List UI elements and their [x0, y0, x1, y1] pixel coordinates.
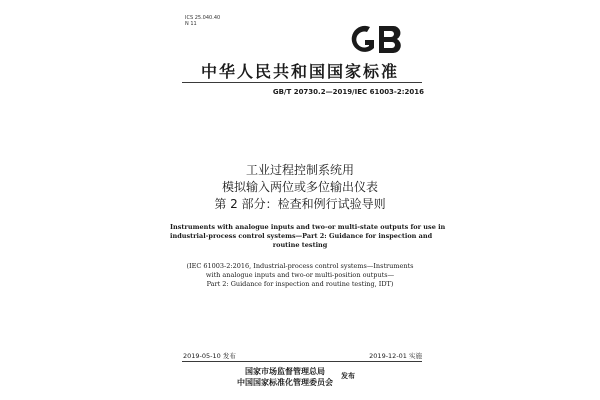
issuer-sac: 中国国家标准化管理委员会 — [237, 377, 333, 387]
standard-number: GB/T 20730.2—2019/IEC 61003-2:2016 — [272, 88, 424, 96]
gb-logo-b-letter — [379, 26, 401, 53]
iec-note-line-1: (IEC 61003-2:2016, Industrial-process control systems—Instruments — [186, 262, 414, 270]
national-standard-title: 中华人民共和国国家标准 — [200, 62, 399, 81]
classification-codes — [185, 15, 220, 27]
gb-logo-g-letter — [352, 26, 374, 52]
chinese-title-line-1: 工业过程控制系统用 — [245, 163, 354, 177]
issuing-authorities — [230, 366, 340, 388]
top-divider — [182, 82, 422, 83]
bottom-divider — [182, 361, 422, 362]
ics-code: ICS 25.040.40 — [185, 15, 221, 21]
iec-note-line-2: with analogue inputs and two-or multi-position outputs— — [205, 271, 395, 279]
chinese-title-line-3: 第 2 部分：检查和例行试验导则 — [214, 197, 386, 211]
issued-label: 发布 — [341, 371, 355, 380]
issue-date: 2019-05-10 发布 — [183, 352, 236, 360]
english-title-line-2: industrial-process control systems—Part 2: Guidance for inspection and — [170, 232, 433, 240]
gb-logo — [348, 21, 404, 59]
english-title-line-1: Instruments with analogue inputs and two-or multi-state outputs for use in — [170, 223, 446, 231]
implementation-date: 2019-12-01 实施 — [369, 352, 422, 360]
english-title-line-3: routine testing — [272, 241, 328, 249]
chinese-title-line-2: 模拟输入两位或多位输出仪表 — [221, 180, 378, 194]
english-title — [170, 223, 446, 250]
iec-equivalence-note — [170, 262, 430, 289]
issuer-samr: 国家市场监督管理总局 — [245, 366, 325, 376]
ccs-code: N 11 — [185, 21, 197, 27]
iec-note-line-3: Part 2: Guidance for inspection and routine testing, IDT) — [206, 280, 394, 288]
